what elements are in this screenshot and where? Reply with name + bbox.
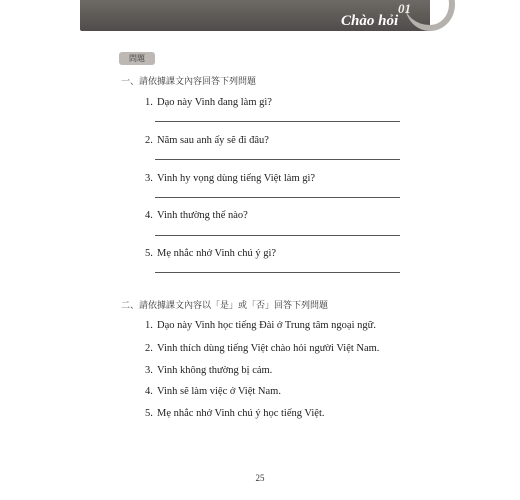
answer-line[interactable] xyxy=(155,159,400,160)
statement-item xyxy=(145,386,281,397)
answer-line[interactable] xyxy=(155,121,400,122)
statement-text: Vinh không thường bị cảm. xyxy=(157,365,273,376)
question-number: 3. xyxy=(145,173,153,184)
answer-line[interactable] xyxy=(155,197,400,198)
answer-line[interactable] xyxy=(155,235,400,236)
question-item xyxy=(145,97,272,108)
page-number: 25 xyxy=(255,473,265,483)
section-1-title: 一、請依據課文內容回答下列問題 xyxy=(121,77,257,87)
question-item xyxy=(145,135,269,146)
question-text: Mẹ nhắc nhở Vinh chú ý gì? xyxy=(157,248,277,259)
lesson-title: Chào hỏi xyxy=(341,13,399,29)
statement-text: Vinh sẽ làm việc ở Việt Nam. xyxy=(157,386,281,397)
statement-item xyxy=(145,320,376,331)
statement-text: Vinh thích dùng tiếng Việt chào hỏi người Việt Nam. xyxy=(157,343,380,354)
question-text: Dạo này Vinh đang làm gì? xyxy=(157,97,272,108)
question-item xyxy=(145,210,248,221)
statement-item xyxy=(145,343,379,354)
statement-item xyxy=(145,408,325,419)
section-2-title: 二、請依據課文內容以「是」或「否」回答下列問題 xyxy=(121,301,329,311)
question-item xyxy=(145,248,276,259)
answer-line[interactable] xyxy=(155,272,400,273)
statement-item xyxy=(145,365,272,376)
question-text: Vinh hy vọng dùng tiếng Việt làm gì? xyxy=(157,173,316,184)
statement-text: Dạo này Vinh học tiếng Đài ở Trung tâm ngoại ngữ. xyxy=(157,320,376,331)
question-number: 1. xyxy=(145,97,153,108)
statement-number: 4. xyxy=(145,386,153,397)
statement-number: 5. xyxy=(145,408,153,419)
exercise-badge: 問題 xyxy=(119,52,155,65)
statement-text: Mẹ nhắc nhở Vinh chú ý học tiếng Việt. xyxy=(157,408,325,419)
question-text: Năm sau anh ấy sẽ đi đâu? xyxy=(157,135,269,146)
question-item xyxy=(145,173,315,184)
question-text: Vinh thường thế nào? xyxy=(157,210,248,221)
question-number: 2. xyxy=(145,135,153,146)
lesson-number: 01 xyxy=(398,1,411,16)
question-number: 4. xyxy=(145,210,153,221)
question-number: 5. xyxy=(145,248,153,259)
statement-number: 3. xyxy=(145,365,153,376)
statement-number: 1. xyxy=(145,320,153,331)
statement-number: 2. xyxy=(145,343,153,354)
